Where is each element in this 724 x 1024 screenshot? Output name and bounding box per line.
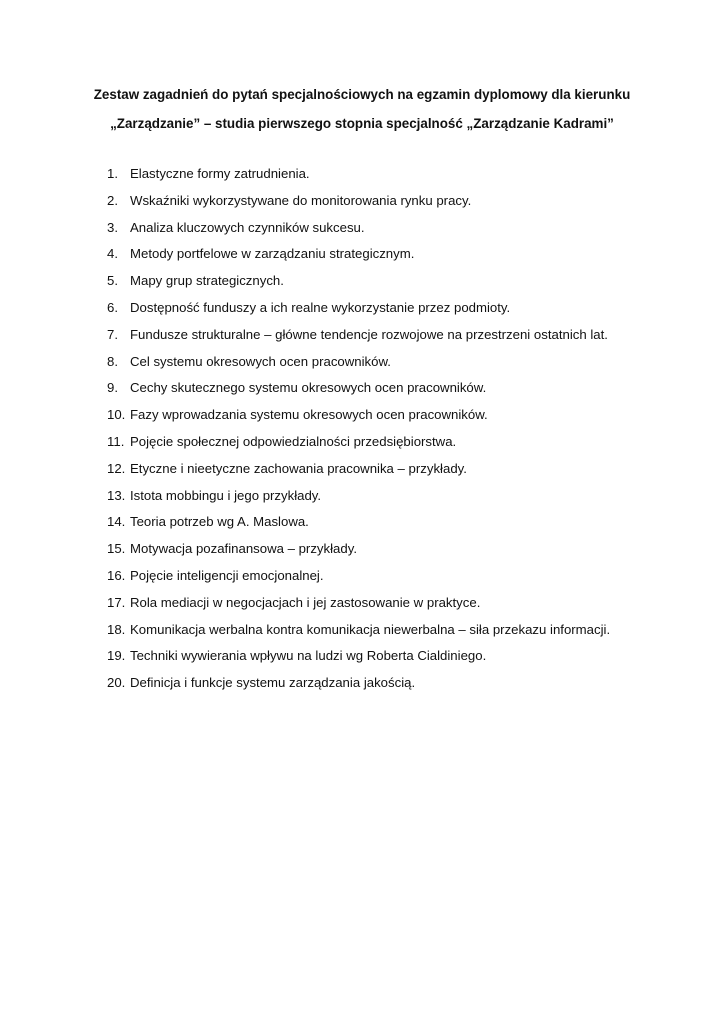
item-number: 16. [107,567,126,583]
list-item [107,246,610,273]
topic-list [107,166,610,702]
item-number: 17. [107,594,126,610]
list-item [107,541,610,568]
item-text: Fazy wprowadzania systemu okresowych ocen pracowników. [130,407,488,423]
item-text: Mapy grup strategicznych. [130,273,284,289]
item-text: Cechy skutecznego systemu okresowych ocen pracowników. [130,380,487,396]
document-title-line-1: Zestaw zagadnień do pytań specjalnościowych na egzamin dyplomowy dla kierunku [93,87,631,102]
item-text: Analiza kluczowych czynników sukcesu. [130,219,365,235]
item-text: Elastyczne formy zatrudnienia. [130,166,310,181]
item-text: Pojęcie inteligencji emocjonalnej. [130,567,324,583]
list-item [107,648,610,675]
item-number: 15. [107,541,126,557]
item-number: 20. [107,675,126,691]
item-text: Pojęcie społecznej odpowiedzialności przedsiębiorstwa. [130,433,457,449]
list-item [107,407,610,434]
list-item [107,327,610,354]
list-item [107,220,610,247]
item-text: Etyczne i nieetyczne zachowania pracownika – przykłady. [130,460,467,476]
item-number: 13. [107,487,126,503]
list-item [107,488,610,515]
item-text: Cel systemu okresowych ocen pracowników. [130,353,391,369]
item-number: 9. [107,380,118,396]
item-number: 7. [107,326,118,342]
list-item [107,273,610,300]
item-text: Definicja i funkcje systemu zarządzania jakością. [130,675,416,691]
item-text: Teoria potrzeb wg A. Maslowa. [130,514,309,530]
item-number: 18. [107,621,126,637]
item-number: 8. [107,353,118,369]
item-text: Dostępność funduszy a ich realne wykorzystanie przez podmioty. [130,299,511,315]
list-item [107,461,610,488]
list-item [107,354,610,381]
item-number: 3. [107,219,118,235]
list-item [107,514,610,541]
document-title-line-2: „Zarządzanie” – studia pierwszego stopnia specjalność „Zarządzanie Kadrami” [110,116,614,131]
item-number: 1. [107,166,118,181]
item-text: Motywacja pozafinansowa – przykłady. [130,541,357,557]
list-item [107,622,610,649]
item-number: 14. [107,514,126,530]
item-text: Komunikacja werbalna kontra komunikacja niewerbalna – siła przekazu informacji. [130,621,611,637]
item-number: 12. [107,460,126,476]
list-item [107,193,610,220]
item-text: Techniki wywierania wpływu na ludzi wg Roberta Cialdiniego. [130,648,487,664]
list-item [107,675,610,702]
list-item [107,380,610,407]
list-item [107,434,610,461]
item-text: Metody portfelowe w zarządzaniu strategicznym. [130,246,415,262]
item-text: Istota mobbingu i jego przykłady. [130,487,322,503]
item-text: Fundusze strukturalne – główne tendencje rozwojowe na przestrzeni ostatnich lat. [130,326,608,342]
list-item [107,595,610,622]
list-item [107,166,610,193]
item-number: 10. [107,407,126,423]
item-number: 6. [107,299,118,315]
item-number: 2. [107,192,118,208]
item-text: Rola mediacji w negocjacjach i jej zastosowanie w praktyce. [130,594,481,610]
list-item [107,300,610,327]
item-number: 19. [107,648,126,664]
item-text: Wskaźniki wykorzystywane do monitorowania rynku pracy. [130,192,472,208]
item-number: 4. [107,246,118,262]
item-number: 5. [107,273,118,289]
item-number: 11. [107,433,125,449]
list-item [107,568,610,595]
